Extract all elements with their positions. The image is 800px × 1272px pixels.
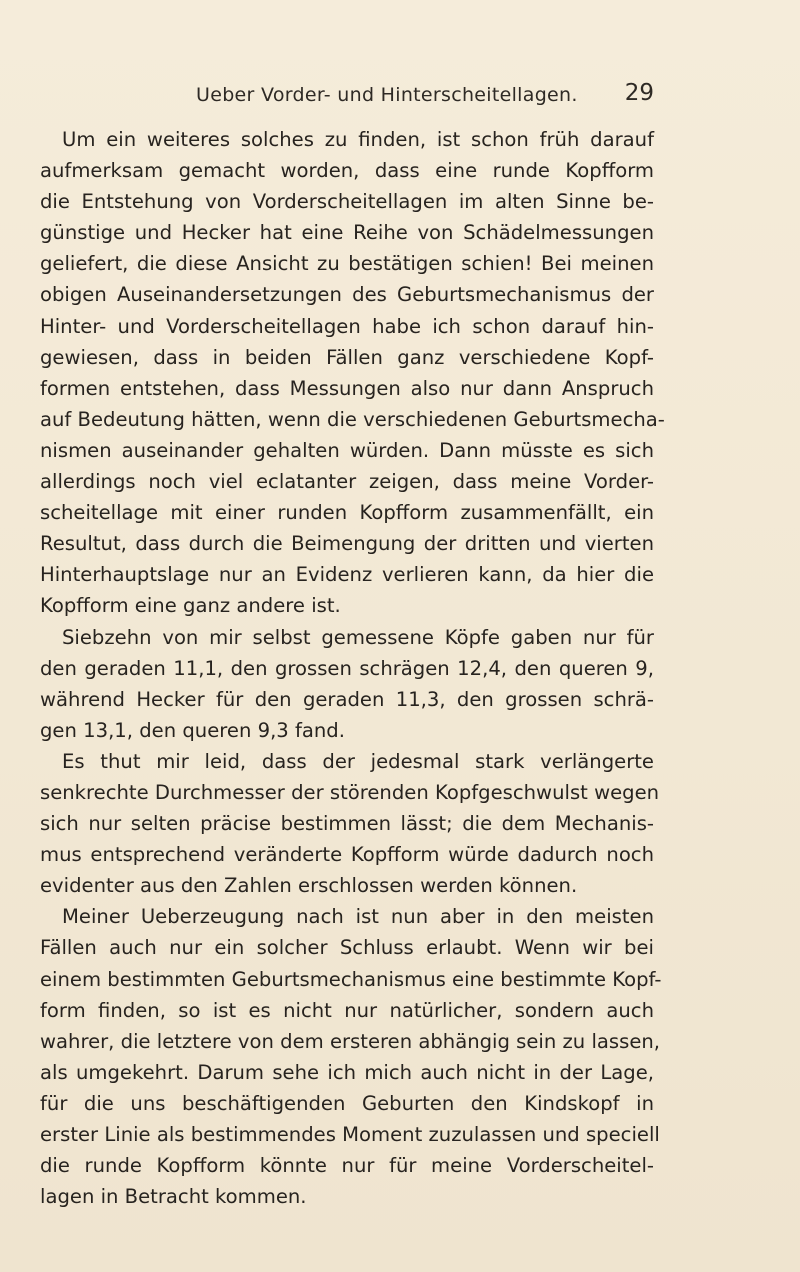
text-line: erster Linie als bestimmendes Moment zuzulassen und speciell [40, 1123, 660, 1146]
text-line: aufmerksam gemacht worden, dass eine runde Kopfform [40, 159, 654, 183]
text-line: Kopfform eine ganz andere ist. [40, 594, 341, 618]
text-line: während Hecker für den geraden 11,3, den grossen schrä- [40, 687, 654, 711]
page-number: 29 [624, 80, 654, 106]
body-text [40, 124, 665, 1212]
text-line: nismen auseinander gehalten würden. Dann müsste es sich [40, 438, 654, 462]
text-line: den geraden 11,1, den grossen schrägen 12,4, den queren 9, [40, 656, 654, 680]
text-line: Um ein weiteres solches zu finden, ist schon früh darauf [62, 128, 654, 151]
text-line: senkrechte Durchmesser der störenden Kopfgeschwulst wegen [40, 780, 660, 804]
text-line: Meiner Ueberzeugung nach ist nun aber in den meisten [62, 905, 654, 929]
text-line: Resultut, dass durch die Beimengung der dritten und vierten [40, 532, 654, 556]
text-line: sich nur selten präcise bestimmen lässt; die dem Mechanis- [40, 812, 654, 836]
text-line: auf Bedeutung hätten, wenn die verschiedenen Geburtsmecha- [40, 407, 665, 431]
text-line: Es thut mir leid, dass der jedesmal stark verlängerte [62, 749, 654, 773]
text-line: gen 13,1, den queren 9,3 fand. [40, 718, 345, 742]
text-line: obigen Auseinandersetzungen des Geburtsmechanismus der [40, 283, 654, 307]
running-title: Ueber Vorder- und Hinterscheitellagen. [196, 84, 578, 106]
text-line: günstige und Hecker hat eine Reihe von Schädelmessungen [40, 221, 654, 245]
running-head [40, 78, 654, 114]
text-line: allerdings noch viel eclatanter zeigen, dass meine Vorder- [40, 470, 654, 494]
text-line: Hinterhauptslage nur an Evidenz verlieren kann, da hier die [40, 563, 654, 587]
text-line: gewiesen, dass in beiden Fällen ganz verschiedene Kopf- [40, 345, 654, 369]
text-line: form finden, so ist es nicht nur natürlicher, sondern auch [40, 998, 654, 1022]
text-line: wahrer, die letztere von dem ersteren abhängig sein zu lassen, [40, 1029, 661, 1053]
text-line: evidenter aus den Zahlen erschlossen werden können. [40, 874, 578, 898]
text-line: die runde Kopfform könnte nur für meine Vorderscheitel- [40, 1154, 654, 1178]
text-line: lagen in Betracht kommen. [40, 1185, 307, 1209]
text-line: Hinter- und Vorderscheitellagen habe ich schon darauf hin- [40, 314, 654, 338]
text-line: geliefert, die diese Ansicht zu bestätigen schien! Bei meinen [40, 252, 654, 276]
text-line: Siebzehn von mir selbst gemessene Köpfe gaben nur für [62, 625, 654, 649]
text-line: Fällen auch nur ein solcher Schluss erlaubt. Wenn wir bei [40, 936, 654, 960]
text-line: für die uns beschäftigenden Geburten den Kindskopf in [40, 1091, 654, 1115]
text-line: einem bestimmten Geburtsmechanismus eine bestimmte Kopf- [40, 967, 662, 991]
text-line: scheitellage mit einer runden Kopfform zusammenfällt, ein [40, 501, 654, 525]
text-line: die Entstehung von Vorderscheitellagen im alten Sinne be- [40, 190, 654, 214]
text-line: als umgekehrt. Darum sehe ich mich auch nicht in der Lage, [40, 1060, 654, 1084]
text-line: mus entsprechend veränderte Kopfform würde dadurch noch [40, 843, 654, 867]
text-line: formen entstehen, dass Messungen also nur dann Anspruch [40, 376, 654, 400]
